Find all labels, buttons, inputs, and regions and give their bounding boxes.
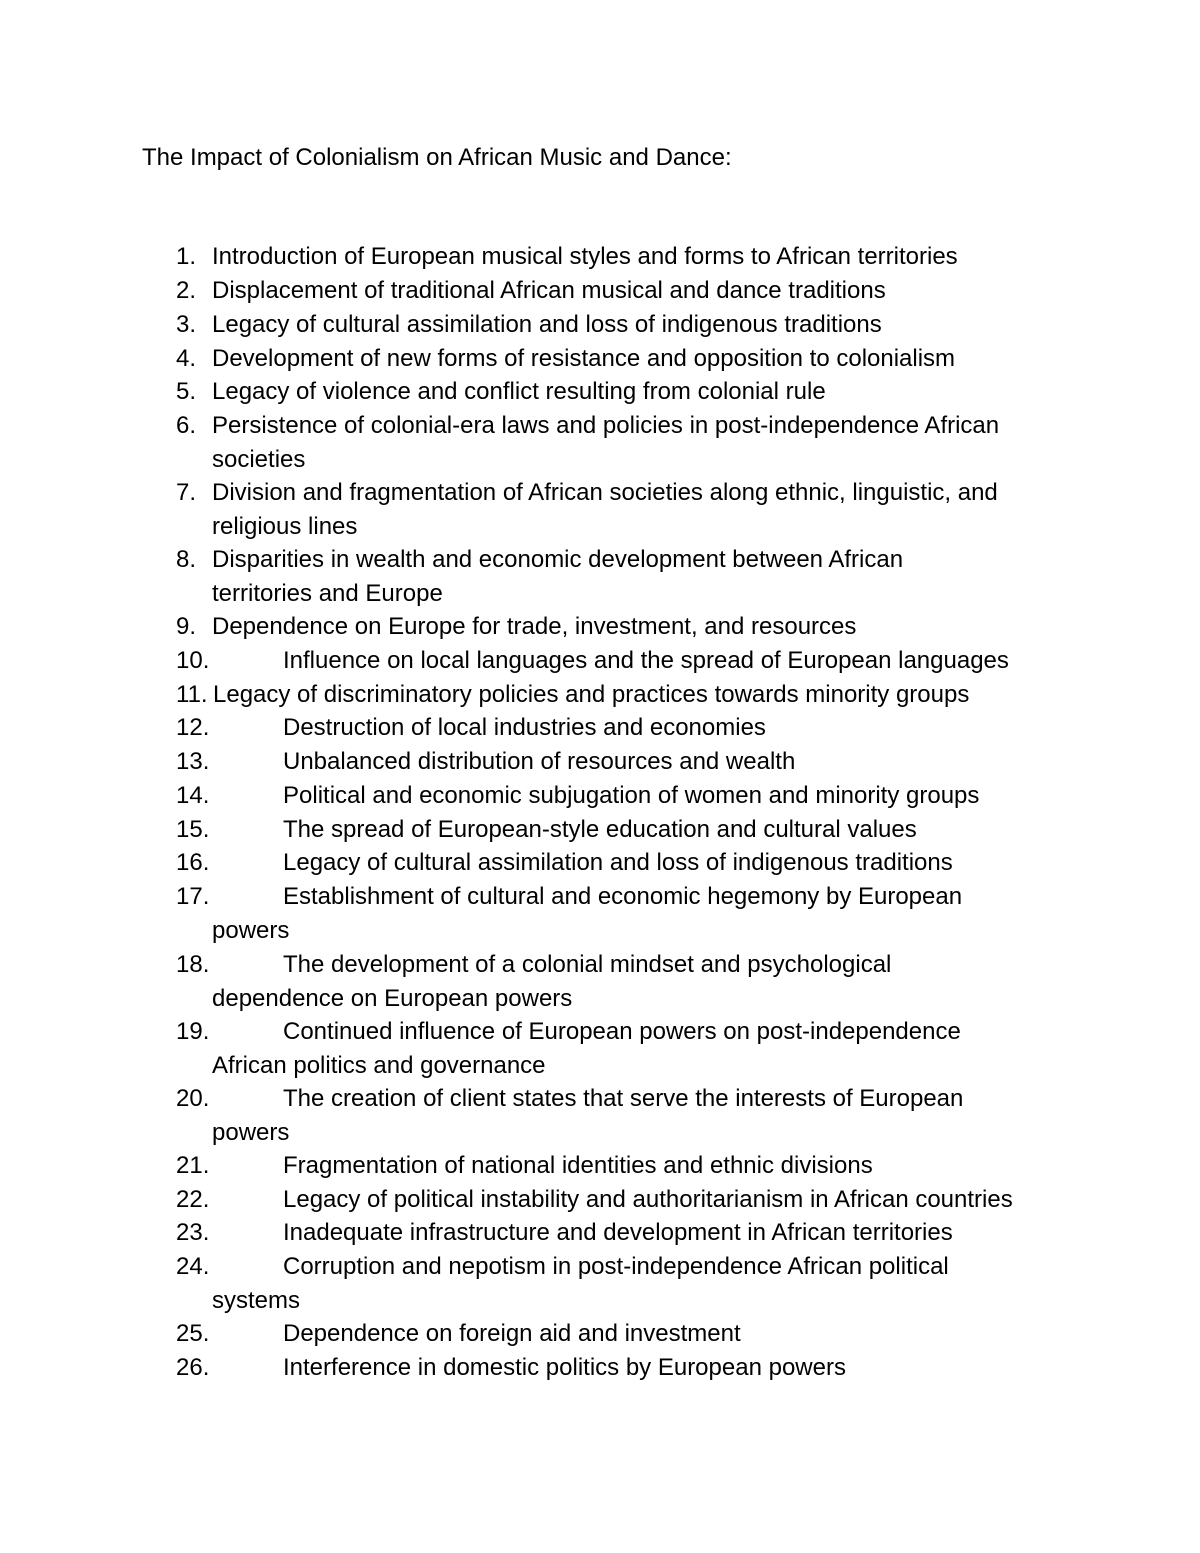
list-item-number: 25. <box>176 1320 210 1347</box>
list-item-number: 18. <box>176 951 210 978</box>
list-item-number: 20. <box>176 1085 210 1112</box>
list-item-continuation: powers <box>212 1119 290 1146</box>
list-item-number: 23. <box>176 1219 210 1246</box>
list-item-line: Continued influence of European powers on post-independence <box>283 1018 961 1045</box>
list-item-text <box>283 1183 1073 1217</box>
list-item-continuation: territories and Europe <box>212 580 443 607</box>
list-item-line: Introduction of European musical styles and forms to African territories <box>212 243 958 270</box>
list-item-line: Dependence on Europe for trade, investment, and resources <box>212 613 857 640</box>
list-item-text <box>283 1317 1073 1351</box>
list-item-line: Interference in domestic politics by European powers <box>283 1354 846 1381</box>
list-item-line: Legacy of political instability and authoritarianism in African countries <box>283 1186 1013 1213</box>
list-item-text <box>212 375 1072 409</box>
list-item-continuation: systems <box>212 1287 301 1314</box>
list-item-text <box>212 610 1072 644</box>
list-item-number: 14. <box>176 782 210 809</box>
list-item-line: Destruction of local industries and economies <box>283 714 766 741</box>
list-item-number: 1. <box>176 243 197 270</box>
list-item-number: 26. <box>176 1354 210 1381</box>
list-item-line: Legacy of cultural assimilation and loss of indigenous traditions <box>283 849 953 876</box>
list-item-line: Persistence of colonial-era laws and policies in post-independence African <box>212 412 1000 439</box>
page-title: The Impact of Colonialism on African Music and Dance: <box>142 144 732 171</box>
list-item-text <box>283 644 1073 678</box>
list-item-line: Legacy of discriminatory policies and practices towards minority groups <box>213 681 970 708</box>
list-item-line: The creation of client states that serve the interests of European <box>283 1085 964 1112</box>
list-item-number: 12. <box>176 714 210 741</box>
list-item-line: Inadequate infrastructure and development in African territories <box>283 1219 953 1246</box>
list-item-number: 16. <box>176 849 210 876</box>
list-item-text <box>212 543 1072 611</box>
list-item-number: 2. <box>176 277 197 304</box>
list-item-line: Political and economic subjugation of women and minority groups <box>283 782 980 809</box>
list-item-text <box>212 948 1073 1016</box>
list-item-text <box>212 274 1072 308</box>
list-item-continuation: powers <box>212 917 290 944</box>
list-item-line: Division and fragmentation of African societies along ethnic, linguistic, and <box>212 479 998 506</box>
list-item-line: Fragmentation of national identities and ethnic divisions <box>283 1152 873 1179</box>
list-item-text <box>283 1216 1073 1250</box>
list-item-number: 4. <box>176 345 197 372</box>
list-item-continuation: African politics and governance <box>212 1052 546 1079</box>
list-item-text <box>212 240 1072 274</box>
list-item-number: 5. <box>176 378 197 405</box>
list-item-number: 24. <box>176 1253 210 1280</box>
list-item-text <box>283 711 1073 745</box>
list-item-number: 8. <box>176 546 197 573</box>
list-item-line: Influence on local languages and the spread of European languages <box>283 647 1009 674</box>
list-item-line: The development of a colonial mindset and psychological <box>283 951 892 978</box>
list-item-line: Disparities in wealth and economic development between African <box>212 546 904 573</box>
list-item-text <box>212 1015 1073 1083</box>
list-item-number: 21. <box>176 1152 210 1179</box>
list-item-text <box>283 779 1073 813</box>
list-item-text <box>212 308 1072 342</box>
list-item-text <box>212 409 1072 477</box>
list-item-text <box>283 1351 1073 1385</box>
list-item-continuation: religious lines <box>212 513 358 540</box>
list-item-text <box>212 342 1072 376</box>
list-item-line: Development of new forms of resistance and opposition to colonialism <box>212 345 956 372</box>
list-item-number: 15. <box>176 816 210 843</box>
list-item-text <box>213 678 1073 712</box>
list-item-continuation: dependence on European powers <box>212 985 573 1012</box>
list-item-line: The spread of European-style education and cultural values <box>283 816 917 843</box>
list-item-line: Displacement of traditional African musical and dance traditions <box>212 277 886 304</box>
list-item-line: Dependence on foreign aid and investment <box>283 1320 741 1347</box>
list-item-continuation: societies <box>212 446 306 473</box>
list-item-number: 9. <box>176 613 197 640</box>
list-item-line: Legacy of cultural assimilation and loss of indigenous traditions <box>212 311 882 338</box>
list-item-line: Corruption and nepotism in post-independence African political <box>283 1253 949 1280</box>
list-item-text <box>283 846 1073 880</box>
list-item-number: 22. <box>176 1186 210 1213</box>
list-item-number: 6. <box>176 412 197 439</box>
list-item-line: Establishment of cultural and economic hegemony by European <box>283 883 963 910</box>
list-item-text <box>212 1082 1073 1150</box>
list-item-number: 19. <box>176 1018 210 1045</box>
list-item-number: 7. <box>176 479 197 506</box>
list-item-text <box>212 880 1073 948</box>
list-item-text <box>283 813 1073 847</box>
list-item-text <box>212 1250 1073 1318</box>
list-item-line: Unbalanced distribution of resources and wealth <box>283 748 796 775</box>
list-item-number: 3. <box>176 311 197 338</box>
list-item-line: Legacy of violence and conflict resulting from colonial rule <box>212 378 826 405</box>
list-item-text <box>212 476 1072 544</box>
list-item-number: 17. <box>176 883 210 910</box>
list-item-number: 10. <box>176 647 210 674</box>
list-item-text <box>283 745 1073 779</box>
list-item-text <box>283 1149 1073 1183</box>
list-item-number: 13. <box>176 748 210 775</box>
list-item-number: 11. <box>176 681 208 708</box>
